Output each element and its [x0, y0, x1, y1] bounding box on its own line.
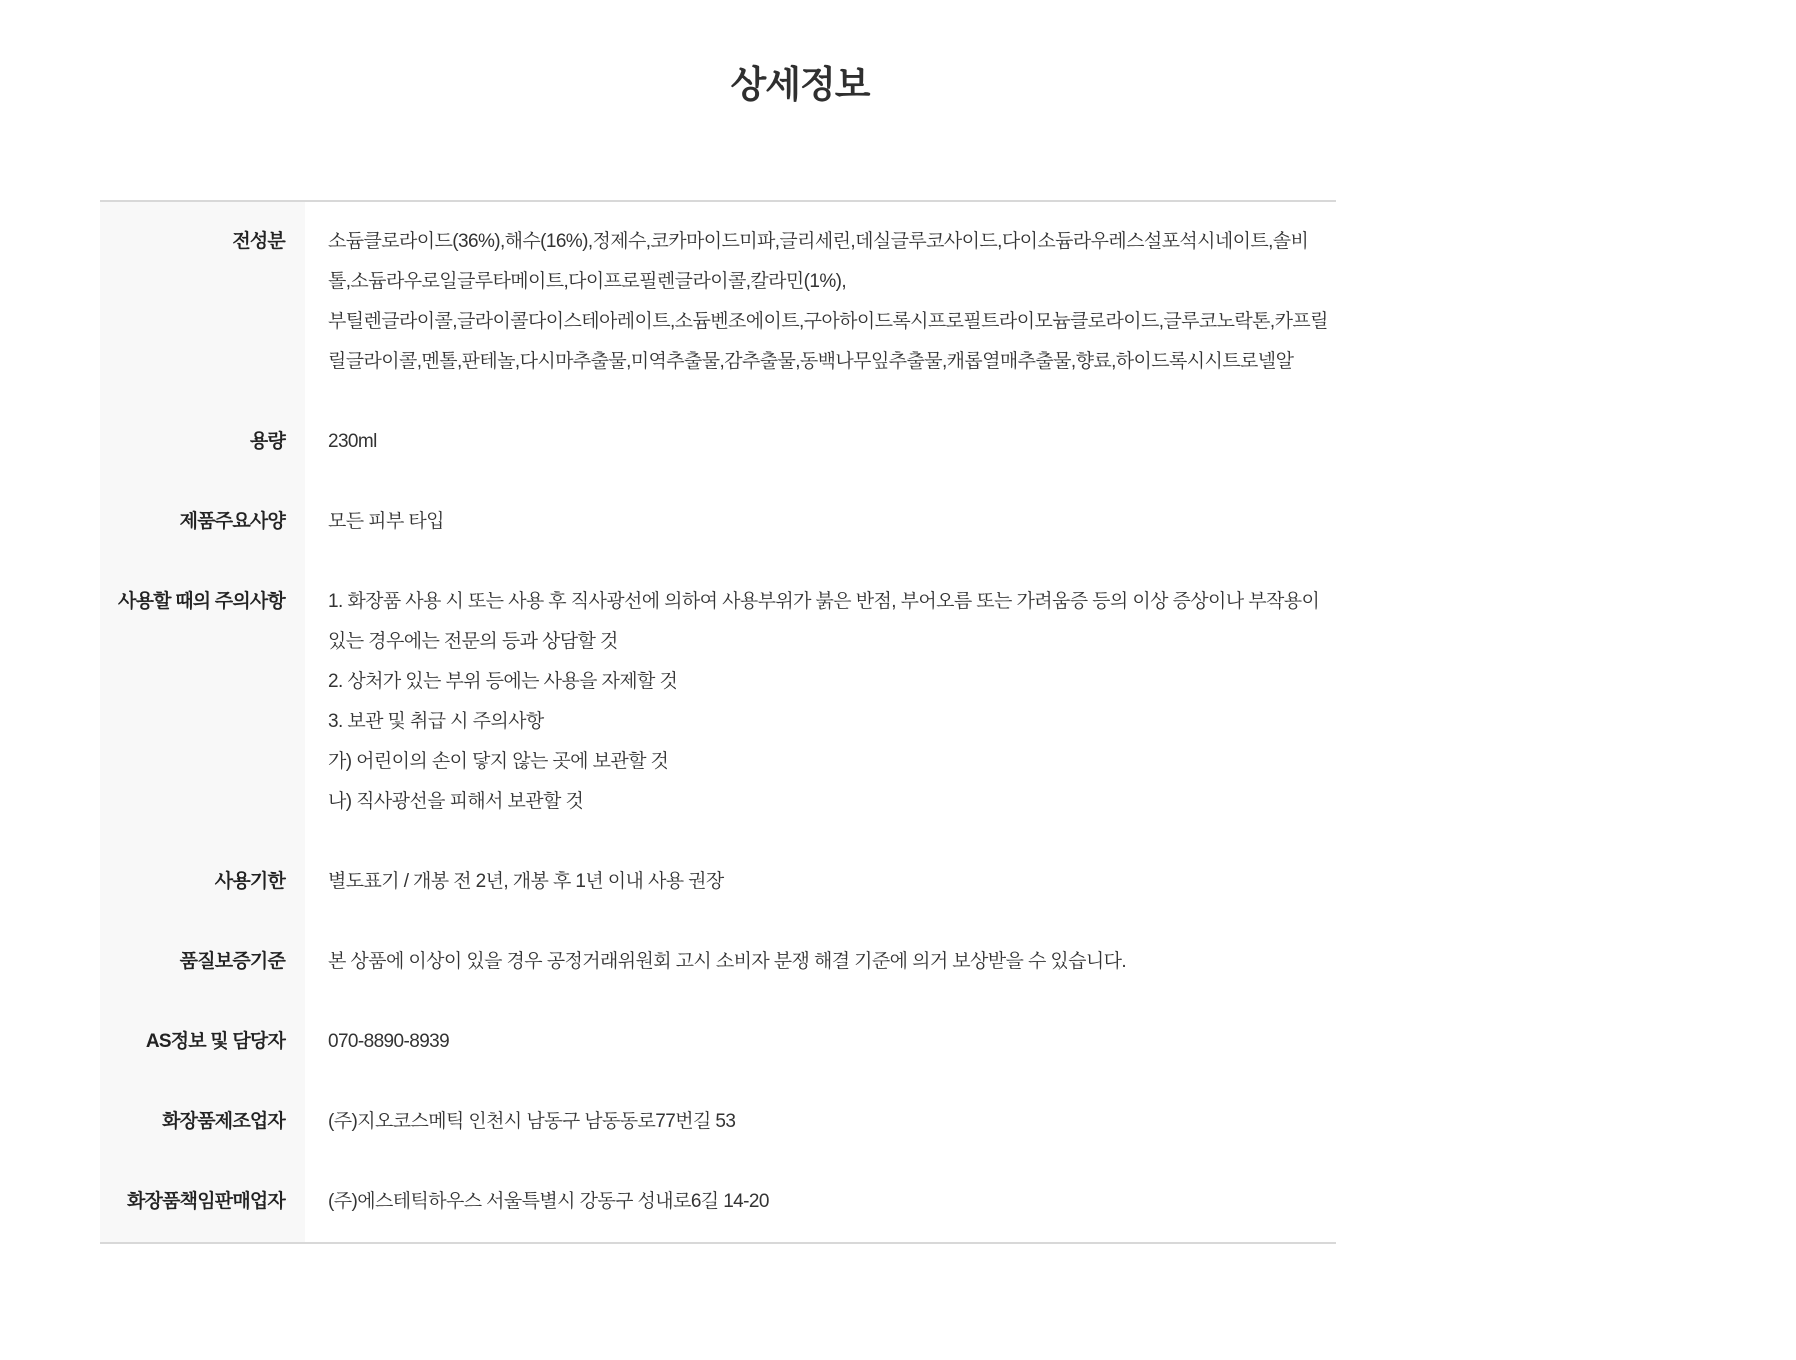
spec-value-line: 3. 보관 및 취급 시 주의사항	[328, 711, 544, 732]
spec-value-line: 부틸렌글라이콜,글라이콜다이스테아레이트,소듐벤조에이트,구아하이드록시프로필트라이모늄클로라이드,글루코노락톤,카프릴릴글라이콜,멘톨,판테놀,다시마추출물,미역추출물,감추출물,동백나무잎추출물,캐롭열매추출물,향료,하이드록시시트로넬알	[328, 311, 1328, 372]
spec-row	[100, 202, 1336, 402]
product-spec-table	[100, 200, 1336, 1244]
spec-value-line: 230ml	[328, 431, 377, 452]
spec-row-label: 사용기한	[100, 842, 305, 922]
spec-row-label: 전성분	[100, 202, 305, 402]
spec-row-value	[305, 402, 1336, 482]
spec-value-line: 2. 상처가 있는 부위 등에는 사용을 자제할 것	[328, 671, 678, 692]
spec-value-line: 1. 화장품 사용 시 또는 사용 후 직사광선에 의하여 사용부위가 붉은 반점, 부어오름 또는 가려움증 등의 이상 증상이나 부작용이 있는 경우에는 전문의 등과 상담할 것	[328, 591, 1320, 652]
spec-row	[100, 562, 1336, 842]
spec-row-label: 사용할 때의 주의사항	[100, 562, 305, 842]
spec-row-label: 제품주요사양	[100, 482, 305, 562]
spec-value-line: (주)에스테틱하우스 서울특별시 강동구 성내로6길 14-20	[328, 1191, 769, 1212]
spec-row	[100, 1082, 1336, 1162]
spec-row-value	[305, 1002, 1336, 1082]
spec-row	[100, 842, 1336, 922]
spec-row-label: 용량	[100, 402, 305, 482]
spec-row-value	[305, 1162, 1336, 1242]
spec-row-value	[305, 202, 1336, 402]
spec-row	[100, 922, 1336, 1002]
spec-row	[100, 1002, 1336, 1082]
spec-row-value	[305, 842, 1336, 922]
spec-row	[100, 402, 1336, 482]
spec-row-label: 화장품책임판매업자	[100, 1162, 305, 1242]
page-title: 상세정보	[730, 64, 870, 105]
spec-row-value	[305, 562, 1336, 842]
spec-row-label: 화장품제조업자	[100, 1082, 305, 1162]
spec-value-line: (주)지오코스메틱 인천시 남동구 남동동로77번길 53	[328, 1111, 736, 1132]
spec-value-line: 070-8890-8939	[328, 1031, 450, 1052]
spec-row-value	[305, 922, 1336, 1002]
spec-row-label: AS정보 및 담당자	[100, 1002, 305, 1082]
spec-value-line: 나) 직사광선을 피해서 보관할 것	[328, 791, 584, 812]
spec-value-line: 별도표기 / 개봉 전 2년, 개봉 후 1년 이내 사용 권장	[328, 871, 724, 892]
spec-value-line: 소듐클로라이드(36%),해수(16%),정제수,코카마이드미파,글리세린,데실글루코사이드,다이소듐라우레스설포석시네이트,솔비톨,소듐라우로일글루타메이트,다이프로필렌글라이콜,칼라민(1%),	[328, 231, 1309, 292]
spec-row-value	[305, 1082, 1336, 1162]
spec-row	[100, 482, 1336, 562]
spec-row	[100, 1162, 1336, 1242]
spec-value-line: 가) 어린이의 손이 닿지 않는 곳에 보관할 것	[328, 751, 669, 772]
spec-row-value	[305, 482, 1336, 562]
spec-value-line: 본 상품에 이상이 있을 경우 공정거래위원회 고시 소비자 분쟁 해결 기준에 의거 보상받을 수 있습니다.	[328, 951, 1127, 972]
spec-value-line: 모든 피부 타입	[328, 511, 444, 532]
spec-row-label: 품질보증기준	[100, 922, 305, 1002]
